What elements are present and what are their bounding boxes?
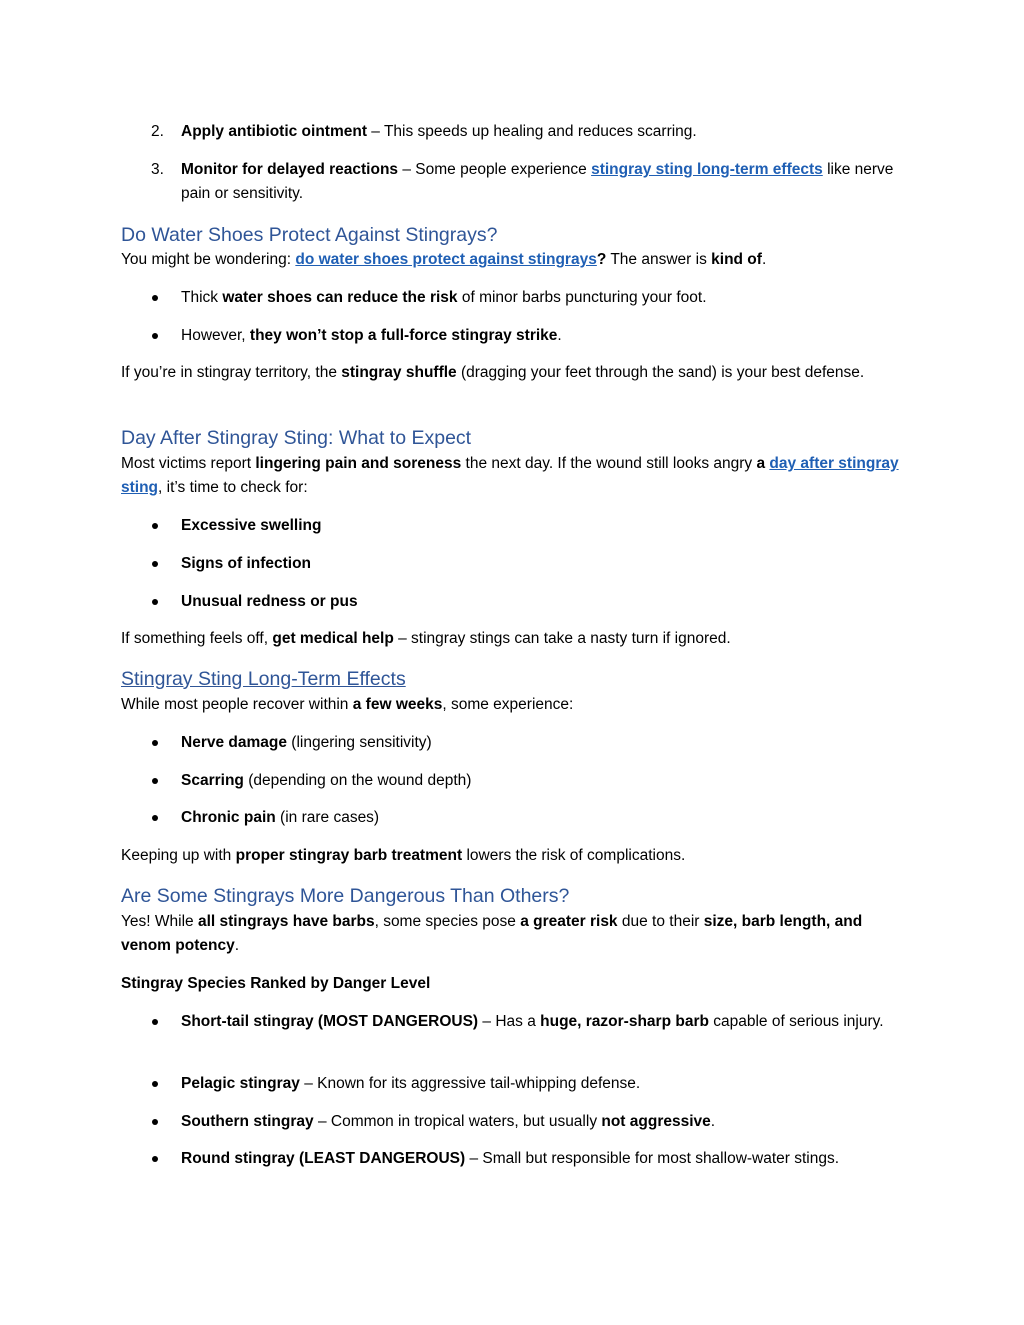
text: – Has a: [478, 1013, 541, 1030]
text-bold: Southern stingray: [181, 1113, 314, 1130]
paragraph-stingray-shuffle: [121, 361, 901, 385]
text-bold: Excessive swelling: [181, 517, 322, 534]
bullet-icon: [152, 1119, 158, 1125]
text-bold: a few weeks: [352, 696, 443, 713]
bullet-icon: [152, 561, 158, 567]
text-bold: kind of: [711, 251, 762, 268]
text: – Small but responsible for most shallow-water stings.: [465, 1150, 840, 1167]
text-bold: get medical help: [272, 630, 394, 647]
day-after-link[interactable]: day after stingray sting: [121, 455, 899, 496]
text-bold: Chronic pain: [181, 809, 276, 826]
numbered-item-monitor-reactions: [181, 158, 901, 206]
bullet-item: [181, 590, 901, 614]
text-bold: a: [756, 455, 766, 472]
item-text: – Some people experience: [398, 161, 592, 178]
text-bold: Round stingray (LEAST DANGEROUS): [181, 1150, 466, 1167]
text: , some experience:: [442, 696, 574, 713]
bullet-item: [181, 1010, 901, 1034]
bullet-icon: [152, 333, 158, 339]
text: lowers the risk of complications.: [462, 847, 686, 864]
text: Thick: [181, 289, 223, 306]
bullet-icon: [152, 778, 158, 784]
text-bold: Short-tail stingray (MOST DANGEROUS): [181, 1013, 479, 1030]
text: the next day. If the wound still looks angry: [461, 455, 757, 472]
water-shoes-link[interactable]: do water shoes protect against stingrays: [295, 251, 597, 268]
text: Yes! While: [121, 913, 198, 930]
text-bold: Nerve damage: [181, 734, 287, 751]
text: If something feels off,: [121, 630, 273, 647]
text: (in rare cases): [275, 809, 380, 826]
bullet-item: [181, 1072, 901, 1096]
text: Most victims report: [121, 455, 256, 472]
bullet-icon: [152, 1019, 158, 1025]
bullet-item: [181, 731, 901, 755]
text: .: [710, 1113, 716, 1130]
bullet-item: [181, 1110, 901, 1134]
text: – stingray stings can take a nasty turn if ignored.: [393, 630, 731, 647]
subheading-ranked: Stingray Species Ranked by Danger Level: [121, 975, 431, 992]
section-heading-water-shoes: Do Water Shoes Protect Against Stingrays?: [121, 224, 498, 246]
text: The answer is: [606, 251, 712, 268]
bullet-icon: [152, 1156, 158, 1162]
list-number: 2.: [151, 123, 164, 140]
paragraph-day-after: [121, 452, 901, 500]
item-bold: Monitor for delayed reactions: [181, 161, 399, 178]
text-bold: lingering pain and soreness: [255, 455, 462, 472]
text: If you’re in stingray territory, the: [121, 364, 342, 381]
numbered-item-apply-ointment: [181, 120, 901, 144]
text-bold: Pelagic stingray: [181, 1075, 300, 1092]
text-bold: all stingrays have barbs: [197, 913, 375, 930]
text: (dragging your feet through the sand) is your best defense.: [456, 364, 865, 381]
section-heading-dangerous: Are Some Stingrays More Dangerous Than Others?: [121, 885, 570, 907]
list-number: 3.: [151, 161, 164, 178]
item-text: – This speeds up healing and reduces scarring.: [367, 123, 697, 140]
text: .: [557, 327, 562, 344]
paragraph-long-term: [121, 693, 901, 717]
bullet-icon: [152, 1081, 158, 1087]
bullet-item: [181, 324, 901, 348]
text-bold: not aggressive: [601, 1113, 711, 1130]
bullet-item: [181, 769, 901, 793]
text-bold: size, barb length, and venom potency: [121, 913, 863, 954]
text: (lingering sensitivity): [286, 734, 432, 751]
paragraph-barb-treatment: [121, 844, 901, 868]
text-bold: they won’t stop a full-force stingray strike: [249, 327, 558, 344]
bullet-item: [181, 806, 901, 830]
text: You might be wondering:: [121, 251, 296, 268]
bullet-icon: [152, 523, 158, 529]
text: .: [234, 937, 240, 954]
text: capable of serious injury.: [708, 1013, 884, 1030]
bullet-icon: [152, 599, 158, 605]
text-bold: Scarring: [181, 772, 244, 789]
paragraph-medical-help: [121, 627, 901, 651]
text: due to their: [617, 913, 704, 930]
bullet-item: [181, 286, 901, 310]
item-bold: Apply antibiotic ointment: [181, 123, 367, 140]
bullet-item: [181, 514, 901, 538]
paragraph-dangerous: [121, 910, 901, 958]
text: While most people recover within: [121, 696, 353, 713]
text: (depending on the wound depth): [243, 772, 472, 789]
text-bold: water shoes can reduce the risk: [222, 289, 458, 306]
bullet-item: [181, 552, 901, 576]
text: of minor barbs puncturing your foot.: [457, 289, 707, 306]
text: , it’s time to check for:: [158, 479, 308, 496]
text: .: [761, 251, 767, 268]
paragraph-water-shoes: [121, 248, 901, 272]
text-bold: stingray shuffle: [341, 364, 457, 381]
section-heading-day-after: Day After Stingray Sting: What to Expect: [121, 427, 472, 449]
bullet-icon: [152, 740, 158, 746]
text: – Common in tropical waters, but usually: [313, 1113, 602, 1130]
text-bold: ?: [596, 251, 607, 268]
bullet-item: [181, 1147, 901, 1171]
text: , some species pose: [374, 913, 521, 930]
text-bold: proper stingray barb treatment: [235, 847, 463, 864]
text-bold: Unusual redness or pus: [181, 593, 358, 610]
bullet-icon: [152, 295, 158, 301]
text-bold: huge, razor-sharp barb: [540, 1013, 709, 1030]
item-text: like nerve pain or sensitivity.: [181, 161, 894, 202]
text-bold: a greater risk: [520, 913, 618, 930]
section-heading-long-term[interactable]: Stingray Sting Long-Term Effects: [121, 668, 406, 690]
long-term-effects-link[interactable]: stingray sting long-term effects: [591, 161, 823, 178]
text-bold: Signs of infection: [181, 555, 312, 572]
bullet-icon: [152, 815, 158, 821]
text: However,: [181, 327, 250, 344]
text: – Known for its aggressive tail-whipping defense.: [299, 1075, 641, 1092]
text: Keeping up with: [121, 847, 236, 864]
